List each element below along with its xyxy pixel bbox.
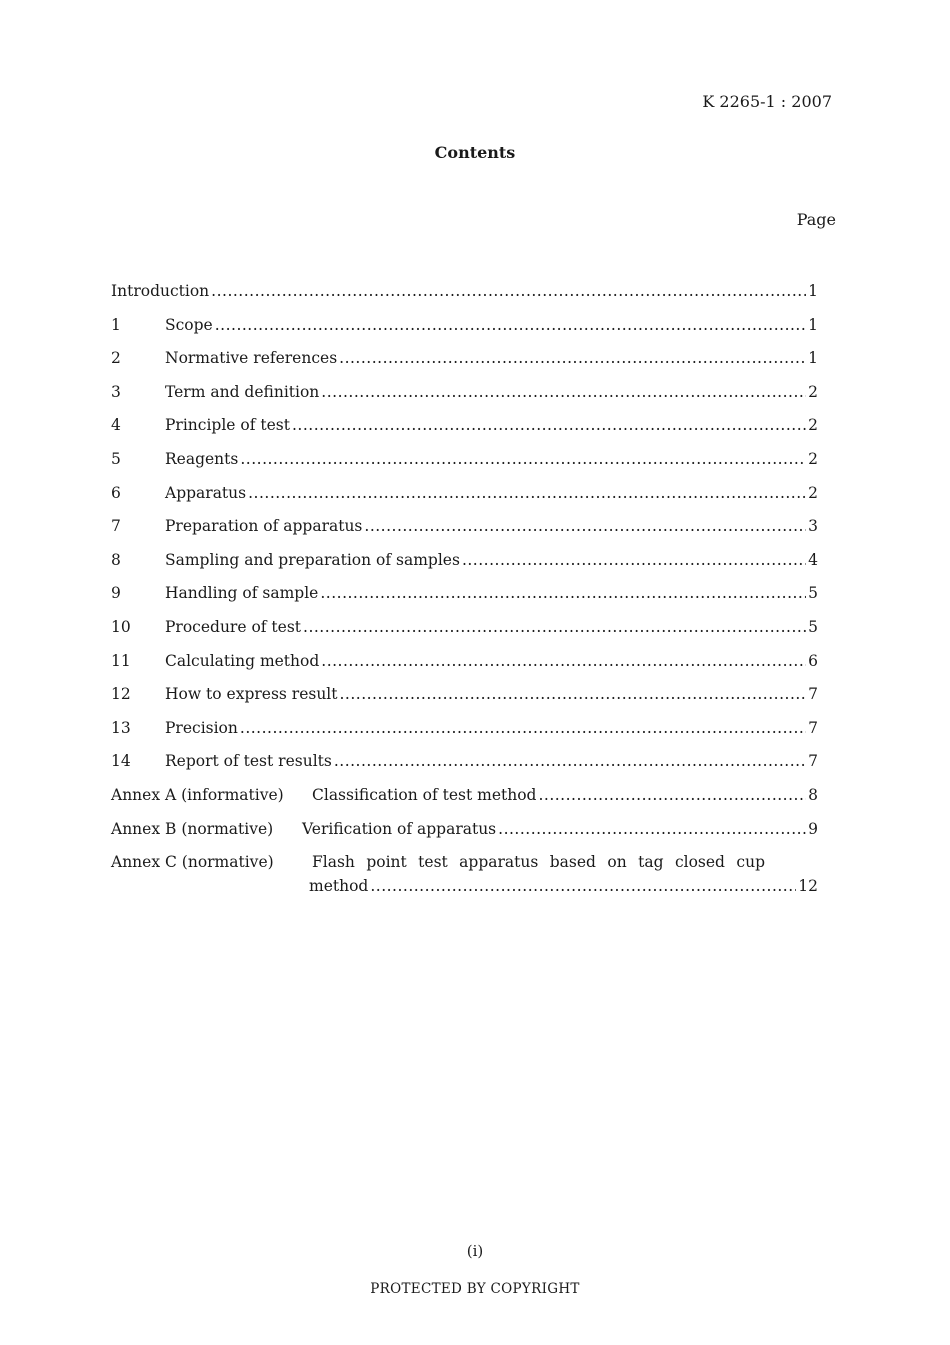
toc-entry-title: Report of test results — [165, 752, 332, 771]
toc-entry-introduction[interactable] — [111, 282, 818, 316]
toc-entry-page: 6 — [808, 651, 818, 670]
dot-leader — [211, 282, 806, 300]
toc-entry-title-continued: method — [309, 877, 369, 896]
toc-entry-page: 5 — [808, 617, 818, 636]
toc-entry-clause[interactable] — [111, 383, 818, 417]
toc-entry-page: 2 — [808, 483, 818, 502]
clause-number: 1 — [111, 315, 121, 334]
toc-entry-clause[interactable] — [111, 551, 818, 585]
toc-entry-page: 4 — [808, 550, 818, 569]
toc-entry-title: How to express result — [165, 685, 338, 704]
toc-entry-clause[interactable] — [111, 450, 818, 484]
table-of-contents — [111, 282, 818, 895]
toc-entry-title: Precision — [165, 718, 238, 737]
dot-leader — [339, 349, 806, 367]
annex-label: Annex B (normative) — [111, 819, 274, 838]
toc-entry-clause[interactable] — [111, 349, 818, 383]
toc-entry-title: Procedure of test — [165, 617, 302, 636]
toc-entry-clause[interactable] — [111, 652, 818, 686]
dot-leader — [240, 719, 806, 737]
page-column-label: Page — [796, 210, 836, 229]
toc-entry-title: Principle of test — [165, 416, 290, 435]
toc-entry-page: 7 — [808, 718, 818, 737]
annex-label: Annex A (informative) — [111, 785, 284, 804]
clause-number: 13 — [111, 718, 131, 737]
copyright-notice: PROTECTED BY COPYRIGHT — [370, 1281, 580, 1297]
dot-leader — [321, 383, 806, 401]
dot-leader — [240, 450, 806, 468]
clause-number: 11 — [111, 651, 131, 670]
dot-leader — [248, 484, 806, 502]
toc-entry-title: Normative references — [165, 349, 338, 368]
dot-leader — [320, 584, 806, 602]
toc-entry-clause[interactable] — [111, 719, 818, 753]
dot-leader — [215, 316, 806, 334]
toc-entry-annex-c[interactable] — [111, 853, 818, 895]
clause-number: 14 — [111, 752, 131, 771]
toc-entry-clause[interactable] — [111, 316, 818, 350]
toc-entry-page: 5 — [808, 584, 818, 603]
toc-entry-page: 1 — [808, 349, 818, 368]
toc-entry-title: Classification of test method — [312, 785, 537, 804]
toc-entry-page: 2 — [808, 416, 818, 435]
clause-number: 2 — [111, 349, 121, 368]
toc-entry-clause[interactable] — [111, 416, 818, 450]
toc-entry-title: Preparation of apparatus — [165, 517, 363, 536]
toc-entry-page: 12 — [798, 877, 818, 896]
annex-label: Annex C (normative) — [111, 853, 274, 872]
toc-entry-clause[interactable] — [111, 752, 818, 786]
toc-entry-page: 1 — [808, 282, 818, 300]
document-id: K 2265-1 : 2007 — [702, 92, 832, 111]
clause-number: 3 — [111, 382, 121, 401]
toc-entry-title: Apparatus — [165, 483, 247, 502]
toc-entry-annex-a[interactable] — [111, 786, 818, 820]
dot-leader — [538, 786, 806, 804]
toc-entry-clause[interactable] — [111, 584, 818, 618]
dot-leader — [303, 618, 806, 636]
toc-entry-title: Introduction — [111, 282, 210, 300]
clause-number: 12 — [111, 685, 131, 704]
toc-entry-clause[interactable] — [111, 517, 818, 551]
footer-page-number: (i) — [466, 1242, 484, 1260]
toc-entry-title: Reagents — [165, 449, 239, 468]
toc-entry-clause[interactable] — [111, 484, 818, 518]
toc-entry-title: Handling of sample — [165, 584, 319, 603]
clause-number: 7 — [111, 517, 121, 536]
clause-number: 10 — [111, 617, 131, 636]
toc-entry-title: Verification of apparatus — [302, 819, 497, 838]
toc-entry-page: 3 — [808, 517, 818, 536]
toc-entry-clause[interactable] — [111, 618, 818, 652]
toc-entry-page: 8 — [808, 785, 818, 804]
clause-number: 8 — [111, 550, 121, 569]
toc-entry-title: Scope — [165, 315, 213, 334]
toc-entry-page: 2 — [808, 449, 818, 468]
toc-entry-annex-b[interactable] — [111, 820, 818, 854]
dot-leader — [498, 820, 806, 838]
dot-leader — [292, 416, 806, 434]
contents-heading: Contents — [434, 143, 516, 162]
dot-leader — [334, 752, 806, 770]
toc-entry-clause[interactable] — [111, 685, 818, 719]
toc-entry-title: Calculating method — [165, 651, 320, 670]
dot-leader — [321, 652, 806, 670]
dot-leader — [340, 685, 807, 703]
toc-entry-page: 9 — [808, 819, 818, 838]
dot-leader — [462, 551, 806, 569]
clause-number: 4 — [111, 416, 121, 435]
toc-entry-title: Sampling and preparation of samples — [165, 550, 460, 569]
dot-leader — [364, 517, 806, 535]
toc-entry-page: 2 — [808, 382, 818, 401]
clause-number: 5 — [111, 449, 121, 468]
toc-entry-page: 7 — [808, 752, 818, 771]
clause-number: 6 — [111, 483, 121, 502]
toc-entry-title: Term and definition — [165, 382, 320, 401]
clause-number: 9 — [111, 584, 121, 603]
toc-entry-title: Flash point test apparatus based on tag closed cup — [312, 853, 765, 872]
toc-entry-page: 1 — [808, 315, 818, 334]
dot-leader — [370, 877, 796, 895]
toc-entry-page: 7 — [808, 685, 818, 704]
